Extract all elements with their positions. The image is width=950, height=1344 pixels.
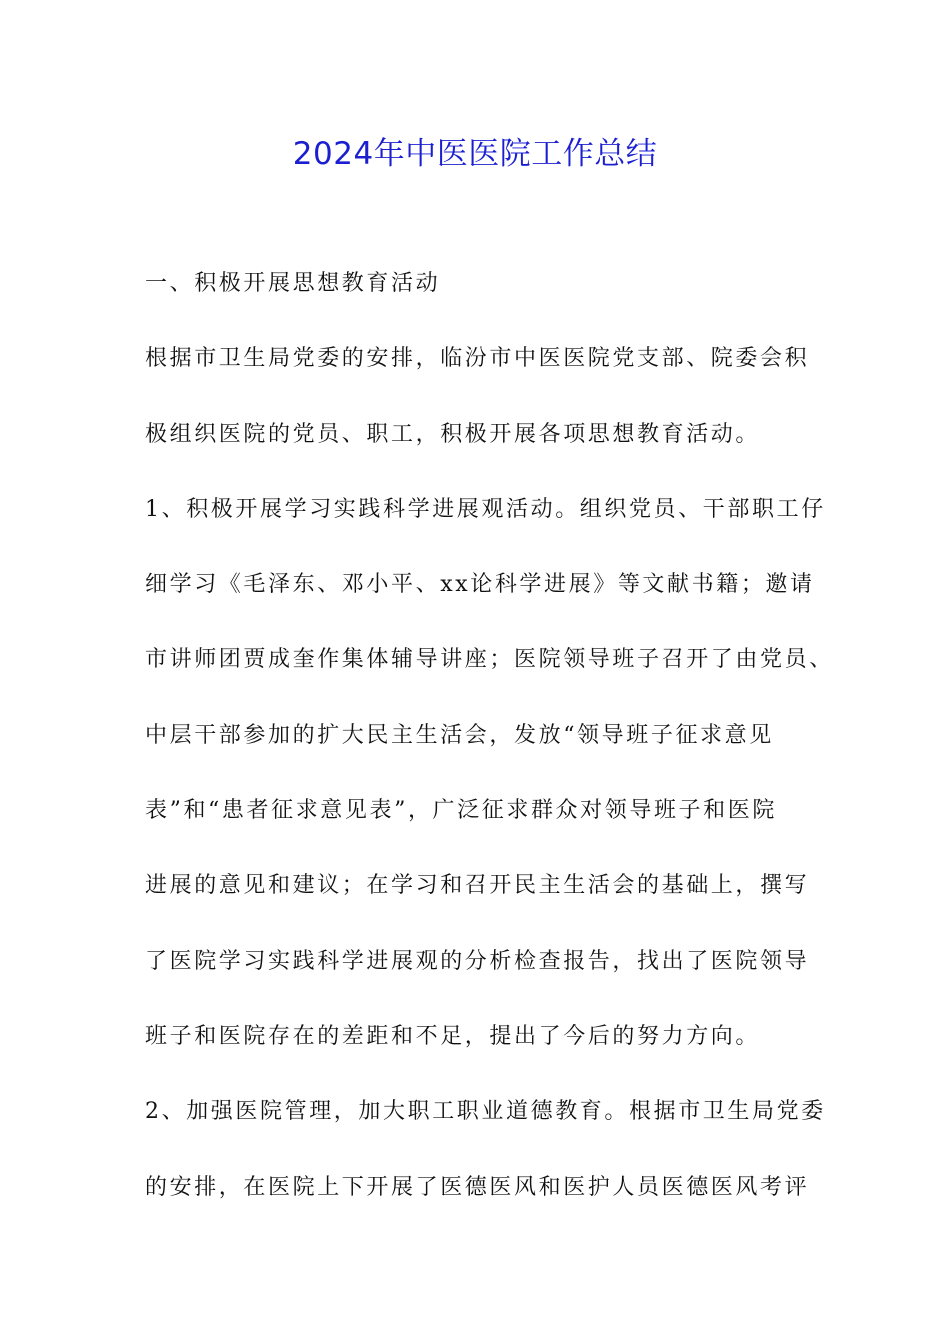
paragraph-line: 1、积极开展学习实践科学进展观活动。组织党员、干部职工仔 <box>145 496 826 522</box>
paragraph-line: 中层干部参加的扩大民主生活会，发放“领导班子征求意见 <box>145 722 774 748</box>
paragraph-line: 进展的意见和建议；在学习和召开民主生活会的基础上，撰写 <box>145 873 810 899</box>
paragraph-line: 了医院学习实践科学进展观的分析检查报告，找出了医院领导 <box>145 948 810 974</box>
paragraph-line: 2、加强医院管理，加大职工职业道德教育。根据市卫生局党委 <box>145 1099 826 1125</box>
paragraph-line: 的安排，在医院上下开展了医德医风和医护人员医德医风考评 <box>145 1174 810 1200</box>
paragraph-line: 市讲师团贾成奎作集体辅导讲座；医院领导班子召开了由党员、 <box>145 647 834 673</box>
document-body <box>145 260 834 1239</box>
paragraph-line: 班子和医院存在的差距和不足，提出了今后的努力方向。 <box>145 1023 761 1049</box>
paragraph-line: 细学习《毛泽东、邓小平、xx论科学进展》等文献书籍；邀请 <box>145 572 815 598</box>
paragraph-line: 极组织医院的党员、职工，积极开展各项思想教育活动。 <box>145 421 761 447</box>
document-title: 2024年中医医院工作总结 <box>292 136 658 172</box>
paragraph-line: 根据市卫生局党委的安排，临汾市中医医院党支部、院委会积 <box>145 346 810 372</box>
section-heading: 一、积极开展思想教育活动 <box>145 271 441 296</box>
paragraph-line: 表”和“患者征求意见表”，广泛征求群众对领导班子和医院 <box>145 798 777 824</box>
